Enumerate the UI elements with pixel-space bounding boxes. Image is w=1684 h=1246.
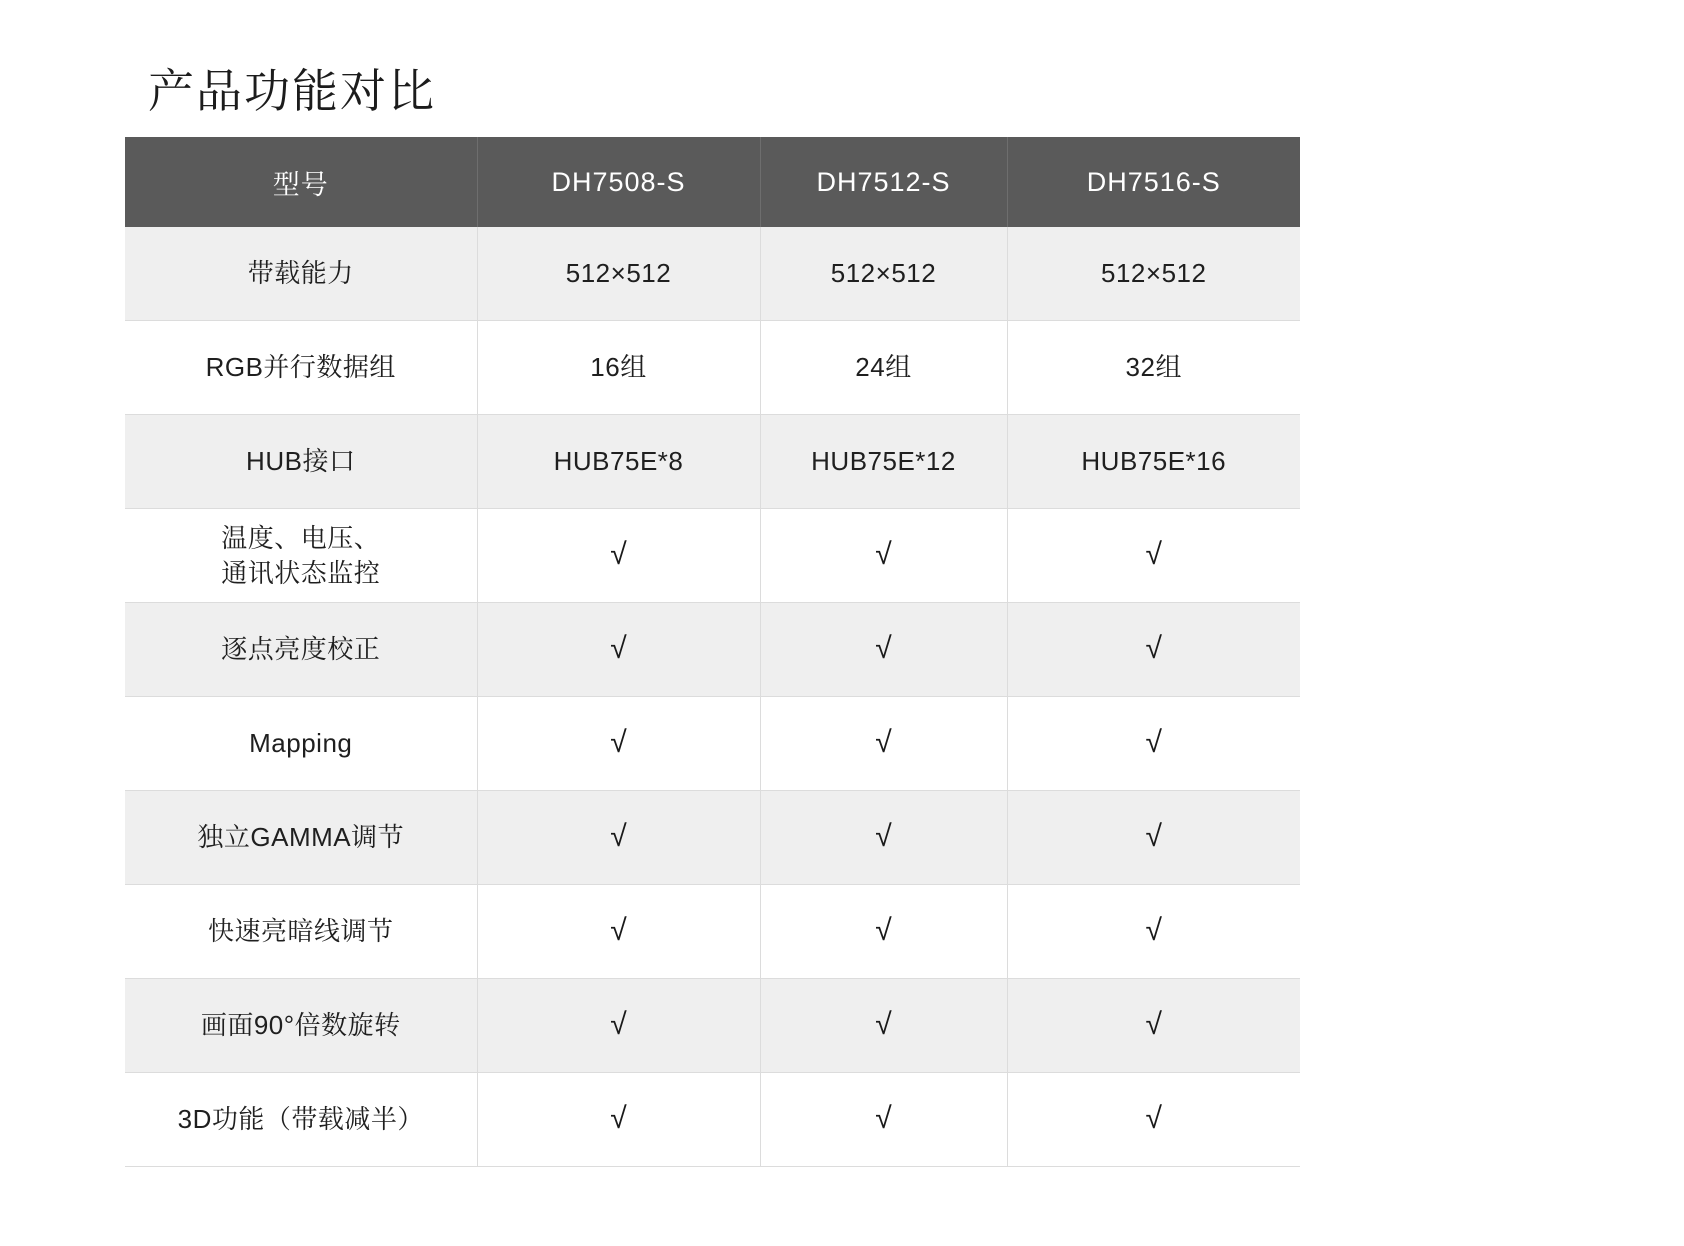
row-label: 逐点亮度校正 [125, 603, 477, 697]
cell-value: HUB75E*12 [811, 445, 956, 476]
table-cell [1007, 1073, 1300, 1167]
table-cell [1007, 791, 1300, 885]
check-icon: √ [875, 631, 892, 665]
check-icon: √ [610, 913, 627, 947]
cell-value: 32组 [1125, 351, 1182, 382]
table-cell [1007, 697, 1300, 791]
row-label: 带载能力 [125, 227, 477, 321]
row-label: 画面90°倍数旋转 [125, 979, 477, 1073]
row-label: RGB并行数据组 [125, 321, 477, 415]
table-cell [760, 321, 1007, 415]
table-cell [477, 885, 760, 979]
table-cell [1007, 885, 1300, 979]
check-icon: √ [610, 537, 627, 571]
table-row [125, 227, 1300, 321]
column-header-dh7512s: DH7512-S [760, 137, 1007, 227]
table-row [125, 1073, 1300, 1167]
table-cell [760, 509, 1007, 603]
table-cell [477, 697, 760, 791]
table-cell [477, 321, 760, 415]
table-row [125, 321, 1300, 415]
check-icon: √ [610, 725, 627, 759]
check-icon: √ [875, 725, 892, 759]
table-cell [760, 885, 1007, 979]
column-header-dh7516s: DH7516-S [1007, 137, 1300, 227]
comparison-table-container [125, 137, 1300, 1167]
check-icon: √ [1145, 913, 1162, 947]
table-cell [477, 1073, 760, 1167]
table-header [125, 137, 1300, 227]
check-icon: √ [1145, 537, 1162, 571]
table-cell [760, 791, 1007, 885]
table-row [125, 509, 1300, 603]
cell-value: 512×512 [565, 257, 672, 288]
table-cell [477, 227, 760, 321]
check-icon: √ [875, 537, 892, 571]
row-label-line: 通讯状态监控 [221, 557, 381, 588]
table-cell [1007, 979, 1300, 1073]
table-cell [1007, 509, 1300, 603]
row-label: 独立GAMMA调节 [125, 791, 477, 885]
row-label: 快速亮暗线调节 [125, 885, 477, 979]
table-cell [760, 979, 1007, 1073]
table-row [125, 885, 1300, 979]
column-header-dh7508s: DH7508-S [477, 137, 760, 227]
column-header-model: 型号 [125, 137, 477, 227]
table-row [125, 791, 1300, 885]
cell-value: 16组 [590, 351, 647, 382]
table-body [125, 227, 1300, 1167]
row-label-line: 温度、电压、 [221, 523, 381, 554]
check-icon: √ [875, 819, 892, 853]
check-icon: √ [875, 1101, 892, 1135]
table-row [125, 603, 1300, 697]
check-icon: √ [610, 819, 627, 853]
table-cell [477, 603, 760, 697]
table-cell [760, 697, 1007, 791]
cell-value: 512×512 [830, 257, 937, 288]
check-icon: √ [1145, 631, 1162, 665]
cell-value: HUB75E*16 [1081, 445, 1227, 476]
table-row [125, 979, 1300, 1073]
row-label [125, 509, 477, 603]
check-icon: √ [1145, 1101, 1162, 1135]
cell-value: 24组 [855, 351, 912, 382]
table-cell [477, 791, 760, 885]
page-title: 产品功能对比 [148, 64, 436, 117]
check-icon: √ [1145, 725, 1162, 759]
table-row [125, 697, 1300, 791]
check-icon: √ [875, 1007, 892, 1041]
table-cell [477, 509, 760, 603]
cell-value: HUB75E*8 [553, 445, 684, 476]
row-label: Mapping [125, 697, 477, 791]
table-cell [477, 415, 760, 509]
check-icon: √ [610, 1101, 627, 1135]
check-icon: √ [610, 1007, 627, 1041]
table-cell [760, 415, 1007, 509]
product-comparison-table [125, 137, 1300, 1167]
table-header-row [125, 137, 1300, 227]
row-label: 3D功能（带载减半） [125, 1073, 477, 1167]
table-cell [477, 979, 760, 1073]
table-cell [1007, 415, 1300, 509]
table-cell [1007, 321, 1300, 415]
check-icon: √ [875, 913, 892, 947]
table-row [125, 415, 1300, 509]
check-icon: √ [1145, 1007, 1162, 1041]
cell-value: 512×512 [1101, 257, 1207, 288]
table-cell [760, 603, 1007, 697]
table-cell [760, 227, 1007, 321]
table-cell [1007, 603, 1300, 697]
table-cell [760, 1073, 1007, 1167]
row-label: HUB接口 [125, 415, 477, 509]
table-cell [1007, 227, 1300, 321]
check-icon: √ [1145, 819, 1162, 853]
check-icon: √ [610, 631, 627, 665]
